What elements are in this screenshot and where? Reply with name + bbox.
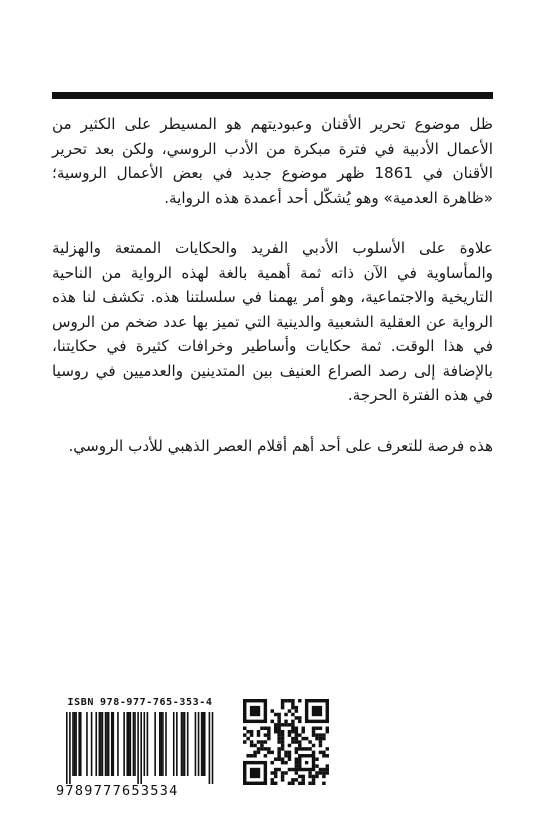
qr-module xyxy=(308,782,311,785)
qr-module xyxy=(257,733,260,736)
qr-module xyxy=(312,706,322,716)
qr-module xyxy=(260,740,263,743)
qr-module xyxy=(291,727,294,730)
qr-module xyxy=(315,775,318,778)
qr-module xyxy=(281,778,284,781)
qr-module xyxy=(291,702,294,705)
barcode-bar xyxy=(134,712,136,776)
qr-module xyxy=(322,733,325,736)
qr-module xyxy=(257,747,260,750)
qr-module xyxy=(326,768,329,771)
barcode-bar xyxy=(102,712,104,776)
barcode-bar xyxy=(176,712,178,776)
qr-module xyxy=(281,706,284,709)
barcode-bar xyxy=(72,712,74,776)
qr-module xyxy=(322,737,325,740)
qr-module xyxy=(298,775,301,778)
qr-module xyxy=(298,733,301,736)
qr-module xyxy=(322,782,325,785)
barcode-bar xyxy=(182,712,184,776)
qr-module xyxy=(301,782,304,785)
qr-module xyxy=(291,720,294,723)
barcode-bar xyxy=(133,712,135,776)
qr-module xyxy=(295,761,298,764)
qr-module xyxy=(284,723,287,726)
qr-module xyxy=(260,747,263,750)
qr-module xyxy=(295,751,298,754)
qr-module xyxy=(277,723,280,726)
qr-module xyxy=(312,775,315,778)
qr-module xyxy=(277,730,280,733)
qr-module xyxy=(319,733,322,736)
barcode-bar xyxy=(198,712,200,776)
barcode-bar xyxy=(95,712,97,776)
qr-module xyxy=(315,771,318,774)
qr-module xyxy=(281,733,284,736)
qr-module xyxy=(284,720,287,723)
barcode-bar xyxy=(140,712,142,784)
qr-module xyxy=(312,744,315,747)
qr-module xyxy=(298,740,301,743)
qr-module xyxy=(274,730,277,733)
qr-module xyxy=(277,733,280,736)
qr-module xyxy=(284,771,287,774)
qr-module xyxy=(277,727,280,730)
qr-module xyxy=(288,757,291,760)
barcode-bar xyxy=(165,712,167,776)
blurb-paragraph-3: هذه فرصة للتعرف على أحد أهم أقلام العصر الذهبي للأدب الروسي. xyxy=(68,436,493,455)
barcode-bar xyxy=(111,712,113,776)
qr-module xyxy=(281,730,284,733)
qr-module xyxy=(284,754,287,757)
qr-module xyxy=(305,737,308,740)
qr-module xyxy=(250,706,260,716)
qr-module xyxy=(250,744,253,747)
qr-module xyxy=(250,768,260,778)
qr-module xyxy=(277,737,280,740)
qr-module xyxy=(295,709,298,712)
barcode-bar xyxy=(154,712,156,776)
qr-module xyxy=(271,751,274,754)
qr-module xyxy=(326,730,329,733)
qr-module xyxy=(301,737,304,740)
qr-module xyxy=(319,771,322,774)
qr-module xyxy=(291,768,294,771)
barcode-bar xyxy=(195,712,197,776)
qr-module xyxy=(295,730,298,733)
barcode-bar xyxy=(201,712,203,776)
qr-module xyxy=(257,751,260,754)
qr-module xyxy=(288,723,291,726)
qr-module xyxy=(257,740,260,743)
barcode-bar xyxy=(75,712,77,776)
barcode-bar xyxy=(173,712,175,776)
qr-module xyxy=(322,768,325,771)
barcode-digits: 9789777653534 xyxy=(56,783,179,799)
qr-module xyxy=(295,764,298,767)
qr-module xyxy=(319,744,322,747)
qr-module xyxy=(291,730,294,733)
qr-module xyxy=(250,733,253,736)
qr-module xyxy=(246,754,249,757)
back-cover-blurb xyxy=(52,112,493,484)
qr-module xyxy=(312,727,315,730)
barcode-bar xyxy=(204,712,206,776)
barcode-bar xyxy=(144,712,146,776)
qr-module xyxy=(243,740,246,743)
qr-module xyxy=(298,747,301,750)
qr-module xyxy=(319,751,322,754)
qr-module xyxy=(277,751,280,754)
qr-module xyxy=(264,754,267,757)
qr-module xyxy=(253,744,256,747)
barcode-bar xyxy=(147,712,149,776)
qr-module xyxy=(250,754,253,757)
qr-module xyxy=(260,727,263,730)
qr-module xyxy=(315,727,318,730)
qr-module xyxy=(277,747,280,750)
qr-module xyxy=(312,782,315,785)
qr-module xyxy=(271,720,274,723)
qr-module xyxy=(291,699,294,702)
qr-module xyxy=(298,699,301,702)
barcode-icon xyxy=(56,710,224,784)
blurb-paragraph-2: علاوة على الأسلوب الأدبي الفريد والحكايات الممتعة والهزلية والمأساوية في الآن ذاته ثمة أهمية بالغة لهذه الرواية من الناحية التاريخية والاجتماعية، وهو أمر يهمنا في سلسلتنا هذه. تكشف لنا هذه الرواية عن العقلية الشعبية والدينية التي تميز بها عدد ضخم من الروس في هذا الوقت. ثمة حكايات وأساطير وخرافات كثيرة في حكايتنا، بالإضافة إلى رصد الصراع العنيف بين المتدينين والعدميين في روسيا في هذه الفترة الحرجة. xyxy=(52,239,493,404)
qr-module xyxy=(322,751,325,754)
qr-module xyxy=(291,782,294,785)
barcode-bar xyxy=(159,712,161,776)
barcode-bar xyxy=(108,712,110,776)
qr-module xyxy=(291,723,294,726)
blurb-paragraph-1: ظل موضوع تحرير الأقنان وعبوديتهم هو المسيطر على الكثير من الأعمال الأدبية في فترة مبكرة من الأدب الروسي، ولكن بعد تحرير الأقنان في 1861 ظهر موضوع جديد في بعض الأعمال الروسية؛ «ظاهرة العدمية» وهو يُشكّل أحد أعمدة هذه الرواية. xyxy=(52,115,493,207)
qr-module xyxy=(281,702,284,705)
barcode-bar xyxy=(80,712,82,776)
barcode-bar xyxy=(74,712,76,776)
qr-module xyxy=(315,733,318,736)
barcode-bar xyxy=(126,712,128,776)
qr-module xyxy=(281,747,284,750)
qr-module xyxy=(288,754,291,757)
barcode-bar xyxy=(117,712,119,776)
qr-code-icon xyxy=(243,699,329,785)
qr-module xyxy=(246,730,249,733)
qr-module xyxy=(312,733,315,736)
qr-module xyxy=(315,764,318,767)
qr-module xyxy=(274,782,277,785)
qr-module xyxy=(295,706,298,709)
qr-module xyxy=(277,768,280,771)
qr-module xyxy=(301,778,304,781)
qr-module xyxy=(281,723,284,726)
qr-module xyxy=(291,740,294,743)
barcode-bar xyxy=(209,712,211,784)
qr-module xyxy=(305,747,308,750)
barcode-bar xyxy=(128,712,130,776)
qr-module xyxy=(281,699,284,702)
qr-module xyxy=(277,713,280,716)
qr-module xyxy=(295,737,298,740)
qr-module xyxy=(253,751,256,754)
qr-module xyxy=(288,709,291,712)
qr-module xyxy=(281,744,284,747)
barcode-bar xyxy=(113,712,115,776)
qr-module xyxy=(322,771,325,774)
qr-module xyxy=(246,737,249,740)
barcode-bar xyxy=(66,712,68,784)
qr-module xyxy=(295,757,298,760)
barcode-bar xyxy=(187,712,189,776)
isbn-label: ISBN xyxy=(67,697,94,708)
isbn-line xyxy=(56,696,224,710)
qr-module xyxy=(308,775,311,778)
qr-module xyxy=(277,757,280,760)
qr-module xyxy=(319,727,322,730)
qr-module xyxy=(277,740,280,743)
qr-module xyxy=(264,727,267,730)
qr-module xyxy=(288,730,291,733)
qr-module xyxy=(274,771,277,774)
qr-module xyxy=(308,747,311,750)
qr-module xyxy=(277,720,280,723)
barcode-bar xyxy=(123,712,125,776)
qr-module xyxy=(298,782,301,785)
qr-module xyxy=(250,740,253,743)
qr-module xyxy=(253,754,256,757)
qr-module xyxy=(312,751,315,754)
qr-module xyxy=(301,730,304,733)
qr-module xyxy=(274,723,277,726)
qr-module xyxy=(288,768,291,771)
qr-module xyxy=(288,699,291,702)
qr-module xyxy=(271,771,274,774)
barcode-bar xyxy=(161,712,163,776)
qr-module xyxy=(322,775,325,778)
qr-module xyxy=(326,747,329,750)
qr-module xyxy=(288,751,291,754)
qr-module xyxy=(257,730,260,733)
qr-module xyxy=(308,771,311,774)
qr-module xyxy=(281,771,284,774)
qr-module xyxy=(301,727,304,730)
qr-module xyxy=(281,757,284,760)
qr-module xyxy=(271,761,274,764)
barcode-bar xyxy=(130,712,132,776)
qr-module xyxy=(274,768,277,771)
qr-module xyxy=(315,757,318,760)
qr-module xyxy=(298,720,301,723)
isbn-number: 978-977-765-353-4 xyxy=(99,697,213,708)
barcode-bar xyxy=(78,712,80,776)
qr-module xyxy=(298,744,301,747)
qr-module xyxy=(271,782,274,785)
isbn-barcode-block xyxy=(56,696,224,802)
qr-module xyxy=(326,754,329,757)
qr-module xyxy=(281,740,284,743)
qr-module xyxy=(295,771,298,774)
qr-module xyxy=(315,737,318,740)
qr-module xyxy=(264,740,267,743)
qr-module xyxy=(267,727,270,730)
qr-module xyxy=(326,727,329,730)
barcode-bar xyxy=(69,712,71,784)
qr-module xyxy=(288,744,291,747)
barcode-bar xyxy=(181,712,183,776)
qr-module xyxy=(267,733,270,736)
qr-module xyxy=(284,713,287,716)
barcode-bar xyxy=(99,712,101,776)
qr-module xyxy=(281,775,284,778)
qr-module xyxy=(301,747,304,750)
barcode-bar xyxy=(202,712,204,776)
barcode-bar xyxy=(86,712,88,776)
qr-module xyxy=(274,775,277,778)
barcode-bar xyxy=(212,712,214,784)
qr-module xyxy=(295,716,298,719)
qr-module xyxy=(291,713,294,716)
qr-module xyxy=(312,730,315,733)
qr-module xyxy=(288,733,291,736)
top-rule xyxy=(52,92,493,99)
qr-module xyxy=(284,699,287,702)
qr-module xyxy=(264,747,267,750)
qr-module xyxy=(267,730,270,733)
qr-module xyxy=(284,751,287,754)
qr-module xyxy=(271,778,274,781)
qr-module xyxy=(281,761,284,764)
qr-module xyxy=(284,761,287,764)
qr-module xyxy=(250,730,253,733)
qr-module xyxy=(274,757,277,760)
qr-module xyxy=(305,761,308,764)
qr-module xyxy=(322,754,325,757)
qr-module xyxy=(260,744,263,747)
qr-module xyxy=(291,706,294,709)
qr-module xyxy=(243,727,246,730)
qr-module xyxy=(295,747,298,750)
qr-module xyxy=(267,747,270,750)
qr-module xyxy=(295,778,298,781)
qr-module xyxy=(291,778,294,781)
qr-module xyxy=(326,771,329,774)
barcode-bar xyxy=(184,712,186,776)
qr-module xyxy=(288,782,291,785)
qr-module xyxy=(326,764,329,767)
barcode-bar xyxy=(106,712,108,776)
qr-module xyxy=(274,713,277,716)
qr-module xyxy=(243,733,246,736)
qr-module xyxy=(295,740,298,743)
qr-module xyxy=(301,775,304,778)
qr-module xyxy=(319,768,322,771)
qr-module xyxy=(291,737,294,740)
barcode-bar xyxy=(91,712,93,776)
qr-module xyxy=(319,737,322,740)
qr-module xyxy=(274,727,277,730)
qr-module xyxy=(264,733,267,736)
qr-module xyxy=(312,778,315,781)
qr-module xyxy=(267,751,270,754)
barcode-bar xyxy=(105,712,107,776)
barcode-bar xyxy=(137,712,139,784)
qr-module xyxy=(298,716,301,719)
qr-module xyxy=(281,737,284,740)
qr-module xyxy=(308,740,311,743)
qr-module xyxy=(267,737,270,740)
qr-module xyxy=(271,709,274,712)
qr-module xyxy=(277,754,280,757)
barcode-bar xyxy=(162,712,164,776)
qr-module xyxy=(295,768,298,771)
qr-module xyxy=(277,716,280,719)
qr-module xyxy=(319,740,322,743)
qr-module xyxy=(295,733,298,736)
barcode-bar xyxy=(100,712,102,776)
qr-module xyxy=(295,727,298,730)
